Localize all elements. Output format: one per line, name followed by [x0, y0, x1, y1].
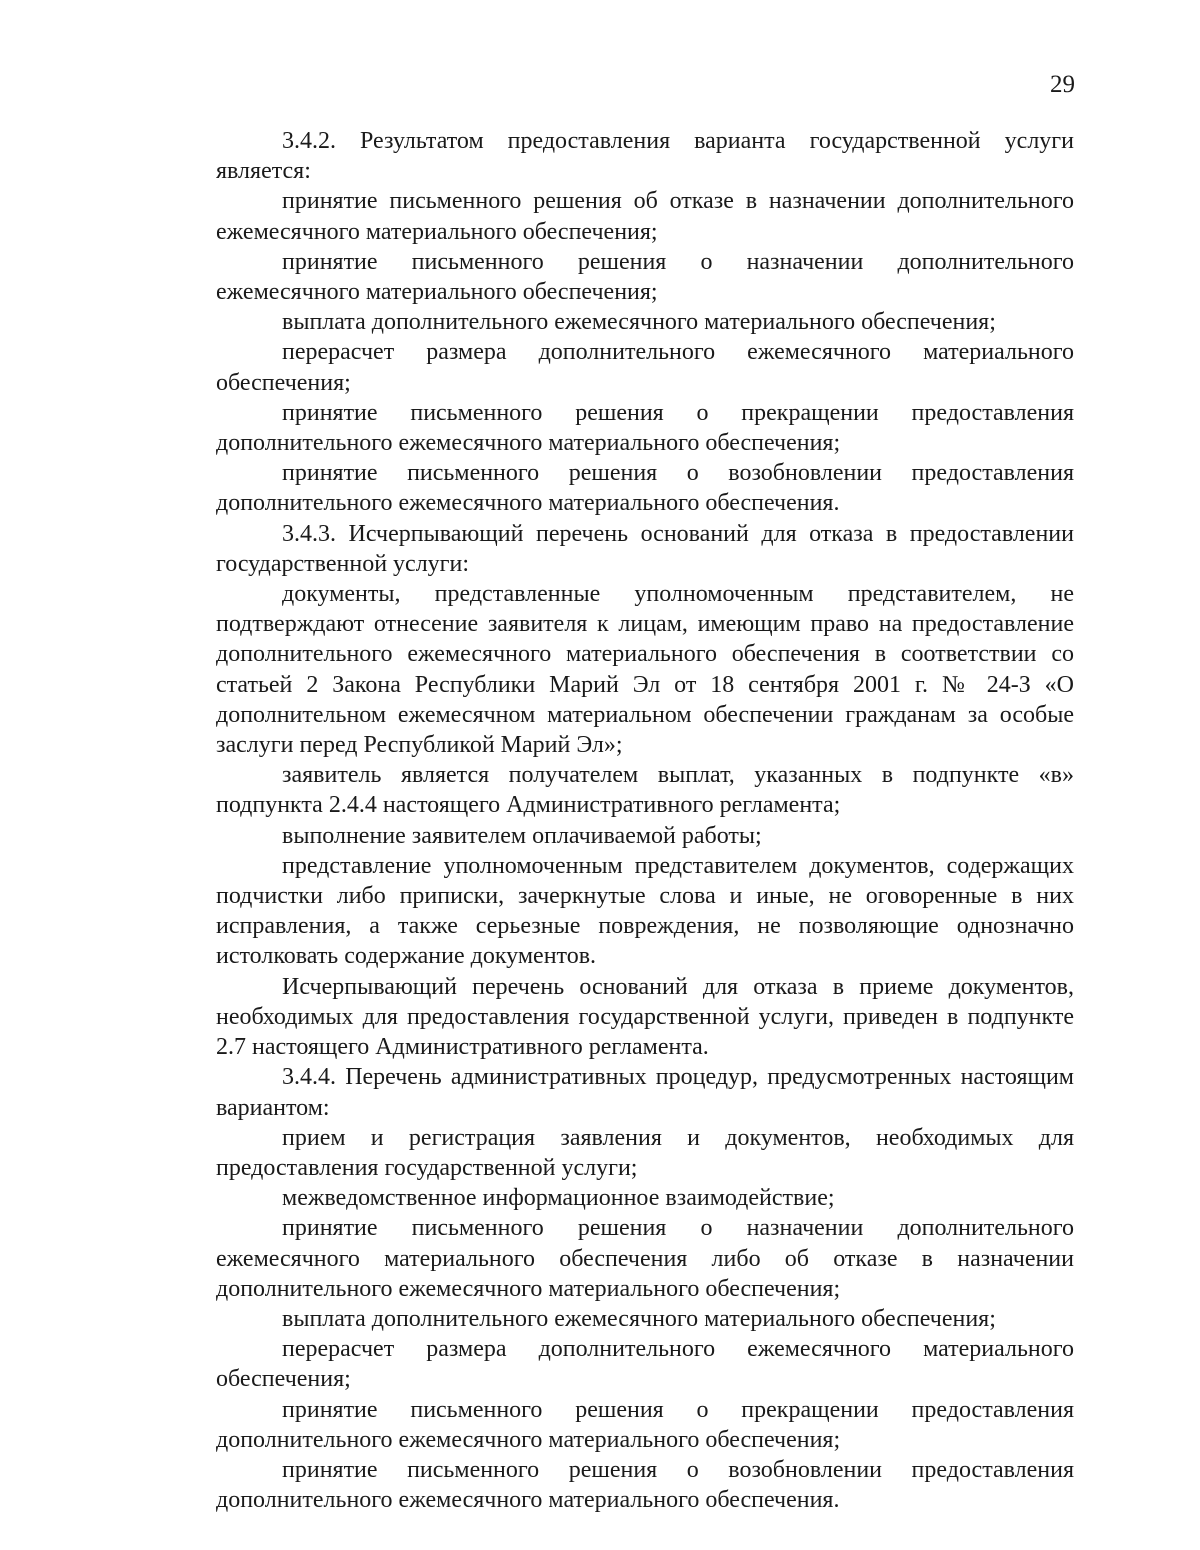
list-item: принятие письменного решения о возобновлении предоставления дополнительного ежемесячного материального обеспечения.	[216, 1456, 1074, 1514]
list-item: принятие письменного решения о прекращении предоставления дополнительного ежемесячного материального обеспечения;	[216, 1396, 1074, 1453]
list-item: перерасчет размера дополнительного ежемесячного материального обеспечения;	[216, 339, 1074, 396]
list-item: заявитель является получателем выплат, указанных в подпункте «в» подпункта 2.4.4 настоящего Административного регламента;	[216, 762, 1074, 819]
list-item: принятие письменного решения о назначении дополнительного ежемесячного материального обеспечения либо об отказе в назначении дополнительного ежемесячного материального обеспечения;	[216, 1215, 1074, 1302]
list-item: документы, представленные уполномоченным представителем, не подтверждают отнесение заявителя к лицам, имеющим право на предоставление дополнительного ежемесячного материального обеспечения в соответствии со статьей 2 Закона Республики Марий Эл от 18 сентября 2001 г. № 24-З «О дополнительном ежемесячном материальном обеспечении гражданам за особые заслуги перед Республикой Марий Эл»;	[216, 581, 1074, 759]
paragraph: Исчерпывающий перечень оснований для отказа в приеме документов, необходимых для предоставления государственной услуги, приведен в подпункте 2.7 настоящего Административного регламента.	[216, 973, 1074, 1061]
list-item: прием и регистрация заявления и документов, необходимых для предоставления государственной услуги;	[216, 1124, 1074, 1181]
paragraph-3-4-3: 3.4.3. Исчерпывающий перечень оснований для отказа в предоставлении государственной услуги:	[216, 520, 1074, 577]
document-body	[216, 126, 1074, 1515]
list-item: принятие письменного решения о прекращении предоставления дополнительного ежемесячного материального обеспечения;	[216, 399, 1074, 457]
paragraph-3-4-2: 3.4.2. Результатом предоставления варианта государственной услуги является:	[216, 128, 1074, 185]
list-item: выполнение заявителем оплачиваемой работы;	[282, 822, 762, 849]
list-item: принятие письменного решения о возобновлении предоставления дополнительного ежемесячного материального обеспечения.	[216, 460, 1074, 517]
list-item: выплата дополнительного ежемесячного материального обеспечения;	[282, 309, 996, 336]
paragraph-3-4-4: 3.4.4. Перечень административных процедур, предусмотренных настоящим вариантом:	[216, 1064, 1074, 1121]
list-item: выплата дополнительного ежемесячного материального обеспечения;	[282, 1305, 996, 1332]
list-item: межведомственное информационное взаимодействие;	[282, 1185, 835, 1212]
list-item: перерасчет размера дополнительного ежемесячного материального обеспечения;	[216, 1336, 1074, 1393]
list-item: принятие письменного решения о назначении дополнительного ежемесячного материального обеспечения;	[216, 248, 1074, 306]
page-number: 29	[1050, 71, 1075, 98]
list-item: представление уполномоченным представителем документов, содержащих подчистки либо приписки, зачеркнутые слова и иные, не оговоренные в них исправления, а также серьезные повреждения, не позволяющие однозначно истолковать содержание документов.	[216, 852, 1074, 970]
list-item: принятие письменного решения об отказе в назначении дополнительного ежемесячного материального обеспечения;	[216, 188, 1074, 245]
